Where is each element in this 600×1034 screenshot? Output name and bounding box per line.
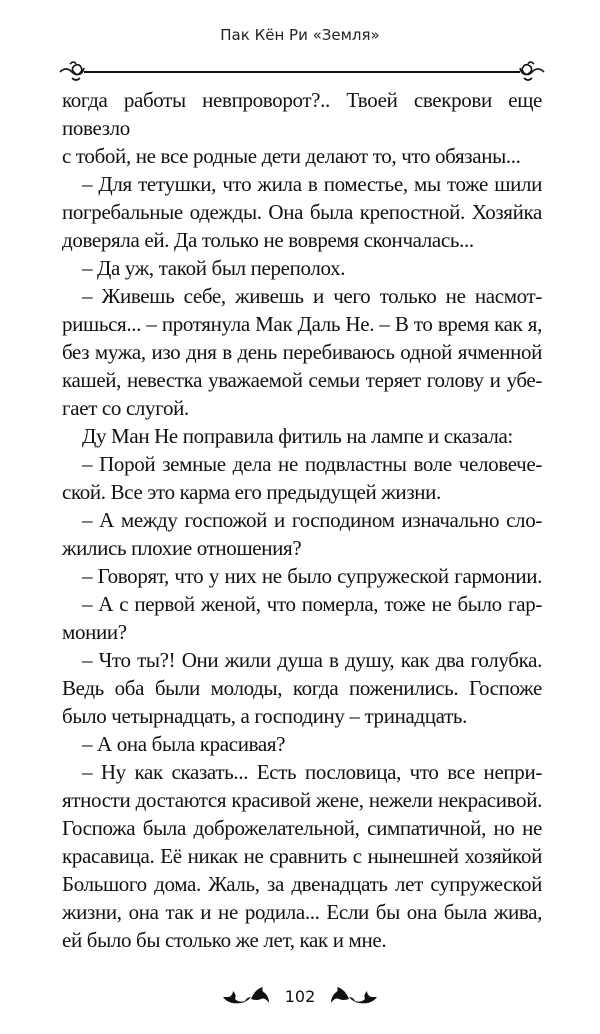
text-line: жились плохие отношения? xyxy=(62,536,302,560)
text-line: ской. Все это карма его предыдущей жизни. xyxy=(62,480,441,504)
page-number: 102 xyxy=(284,986,316,1006)
text-line: – Порой земные дела не подвластны воле человече- xyxy=(82,452,542,476)
text-line: ей было бы столько же лет, как и мне. xyxy=(62,928,387,952)
page-footer xyxy=(0,985,600,1007)
text-line: кашей, невестка уважаемой семьи теряет голову и убе- xyxy=(62,368,542,392)
text-line: ятности достаются красивой жене, нежели некрасивой. xyxy=(62,788,542,812)
text-line: погребальные одежды. Она была крепостной. Хозяйка xyxy=(62,200,542,224)
text-line: доверяла ей. Да только не вовремя скончалась... xyxy=(62,228,474,252)
text-line: монии? xyxy=(62,620,127,644)
text-line: было четырнадцать, а господину – тринадцать. xyxy=(62,704,468,728)
text-line: – А с первой женой, что померла, тоже не было гар- xyxy=(82,592,542,616)
text-line: – Что ты?! Они жили душа в душу, как два голубка. xyxy=(82,648,542,672)
flourish-right-icon xyxy=(520,62,544,80)
text-line: жизни, она так и не родила... Если бы она была жива, xyxy=(62,900,542,924)
flourish-left-icon xyxy=(60,62,84,80)
text-line: красавица. Её никак не сравнить с нынешней хозяйкой xyxy=(62,844,542,868)
text-line: – Да уж, такой был переполох. xyxy=(82,256,346,280)
text-line: когда работы невпроворот?.. Твоей свекрови еще повезло xyxy=(62,88,542,140)
leaf-ornament-left-icon xyxy=(221,985,273,1007)
text-line: – А она была красивая? xyxy=(82,732,286,756)
text-line: – Для тетушки, что жила в поместье, мы тоже шили xyxy=(82,172,542,196)
leaf-ornament-right-icon xyxy=(327,985,379,1007)
text-line: ришься... – протянула Мак Даль Не. – В то время как я, xyxy=(62,312,542,336)
text-line: с тобой, не все родные дети делают то, что обязаны... xyxy=(62,144,521,168)
text-line: – Живешь себе, живешь и чего только не насмот- xyxy=(82,284,542,308)
text-line: Госпожа была доброжелательной, симпатичной, но не xyxy=(62,816,542,840)
text-line: – А между госпожой и господином изначально сло- xyxy=(82,508,542,532)
text-line: Ду Ман Не поправила фитиль на лампе и сказала: xyxy=(82,424,513,448)
text-line: – Говорят, что у них не было супружеской гармонии. xyxy=(82,564,542,588)
text-line: – Ну как сказать... Есть пословица, что все непри- xyxy=(82,760,542,784)
text-line: Ведь оба были молоды, когда поженились. Госпоже xyxy=(62,676,542,700)
body-text xyxy=(62,86,542,954)
text-line: гает со слугой. xyxy=(62,396,189,420)
ornamental-rule xyxy=(58,60,546,84)
running-header: Пак Кён Ри «Земля» xyxy=(220,26,380,44)
text-line: без мужа, изо дня в день перебиваюсь одной ячменной xyxy=(62,340,542,364)
text-line: Большого дома. Жаль, за двенадцать лет супружеской xyxy=(62,872,542,896)
